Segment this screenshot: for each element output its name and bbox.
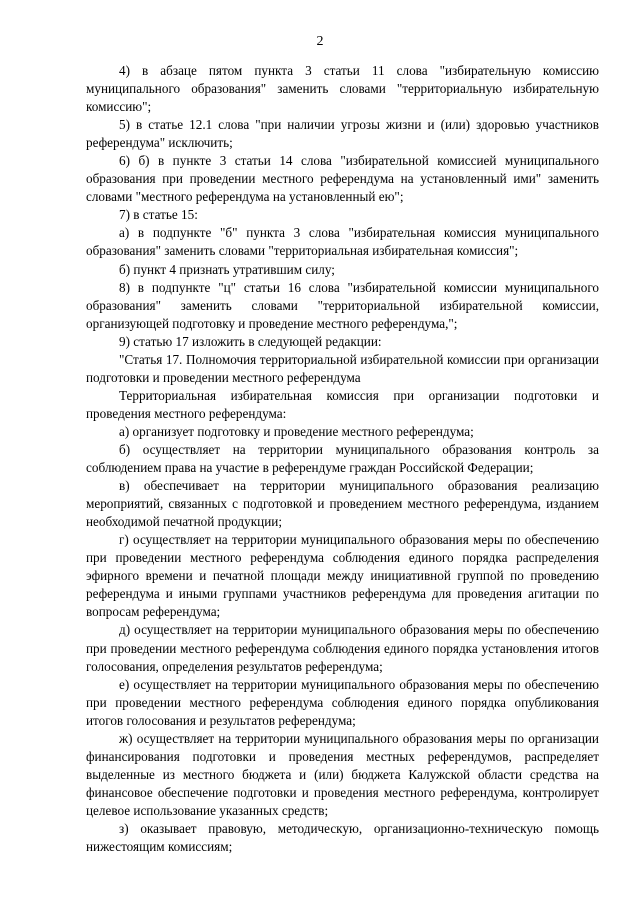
article-17-item-v: в) обеспечивает на территории муниципального образования реализацию мероприятий, связанных с подготовкой и проведением местного референдума, изданием необходимой печатной продукции; (86, 478, 599, 530)
paragraph-item-9-article-17: 9) статью 17 изложить в следующей редакции: (119, 333, 382, 349)
article-17-item-a: а) организует подготовку и проведение местного референдума; (119, 423, 474, 439)
article-17-intro: Территориальная избирательная комиссия при организации подготовки и проведения местного референдума: (86, 387, 599, 421)
article-17-item-zh: ж) осуществляет на территории муниципального образования меры по организации финансирования подготовки и проведения местных референдумов, распределяет выделенные из местного бюджета и (или) бюджета Калужской области средства на финансовое обеспечение подготовки и проведения местного референдума, контролирует целевое использование указанных средств; (86, 730, 599, 818)
paragraph-item-7a: а) в подпункте "б" пункта 3 слова "избирательная комиссия муниципального образования" заменить словами "территориальная избирательная комиссия"; (86, 225, 599, 259)
article-17-item-z: з) оказывает правовую, методическую, организационно-техническую помощь нижестоящим комиссиям; (86, 820, 599, 855)
paragraph-item-7-article-15: 7) в статье 15: (119, 207, 198, 223)
article-17-item-b: б) осуществляет на территории муниципального образования контроль за соблюдением права на участие в референдуме граждан Российской Федерации; (86, 441, 599, 476)
article-17-heading: "Статья 17. Полномочия территориальной избирательной комиссии при организации подготовки и проведении местного референдума (86, 351, 599, 385)
paragraph-item-5-article-12-1: 5) в статье 12.1 слова "при наличии угрозы жизни и (или) здоровью участников референдума" исключить; (86, 117, 599, 151)
article-17-item-g: г) осуществляет на территории муниципального образования меры по обеспечению при проведении местного референдума соблюдения единого порядка распределения эфирного времени и печатной площади между инициативной группой по проведению референдума и иными группами участников референдума для проведения агитации по вопросам референдума; (86, 532, 599, 620)
paragraph-item-7b: б) пункт 4 признать утратившим силу; (119, 261, 335, 277)
paragraph-item-4-article-11: 4) в абзаце пятом пункта 3 статьи 11 слова "избирательную комиссию муниципального образования" заменить словами "территориальную избирательную комиссию"; (86, 63, 599, 115)
article-17-item-d: д) осуществляет на территории муниципального образования меры по обеспечению при проведении местного референдума соблюдения единого порядка установления итогов голосования, определения результатов референдума; (86, 622, 599, 674)
article-17-item-e: е) осуществляет на территории муниципального образования меры по обеспечению при проведении местного референдума соблюдения единого порядка опубликования итогов голосования и результатов референдума; (86, 676, 599, 728)
page-number: 2 (316, 34, 324, 49)
paragraph-item-8-article-16: 8) в подпункте "ц" статьи 16 слова "избирательной комиссии муниципального образования" заменить словами "территориальной избирательной комиссии, организующей подготовку и проведение местного референдума,"; (86, 279, 599, 331)
document-body (86, 62, 599, 856)
paragraph-item-6-article-14: 6) б) в пункте 3 статьи 14 слова "избирательной комиссией муниципального образования при проведении местного референдума на установленный ими" заменить словами "местного референдума на установленный ею"; (86, 153, 599, 205)
